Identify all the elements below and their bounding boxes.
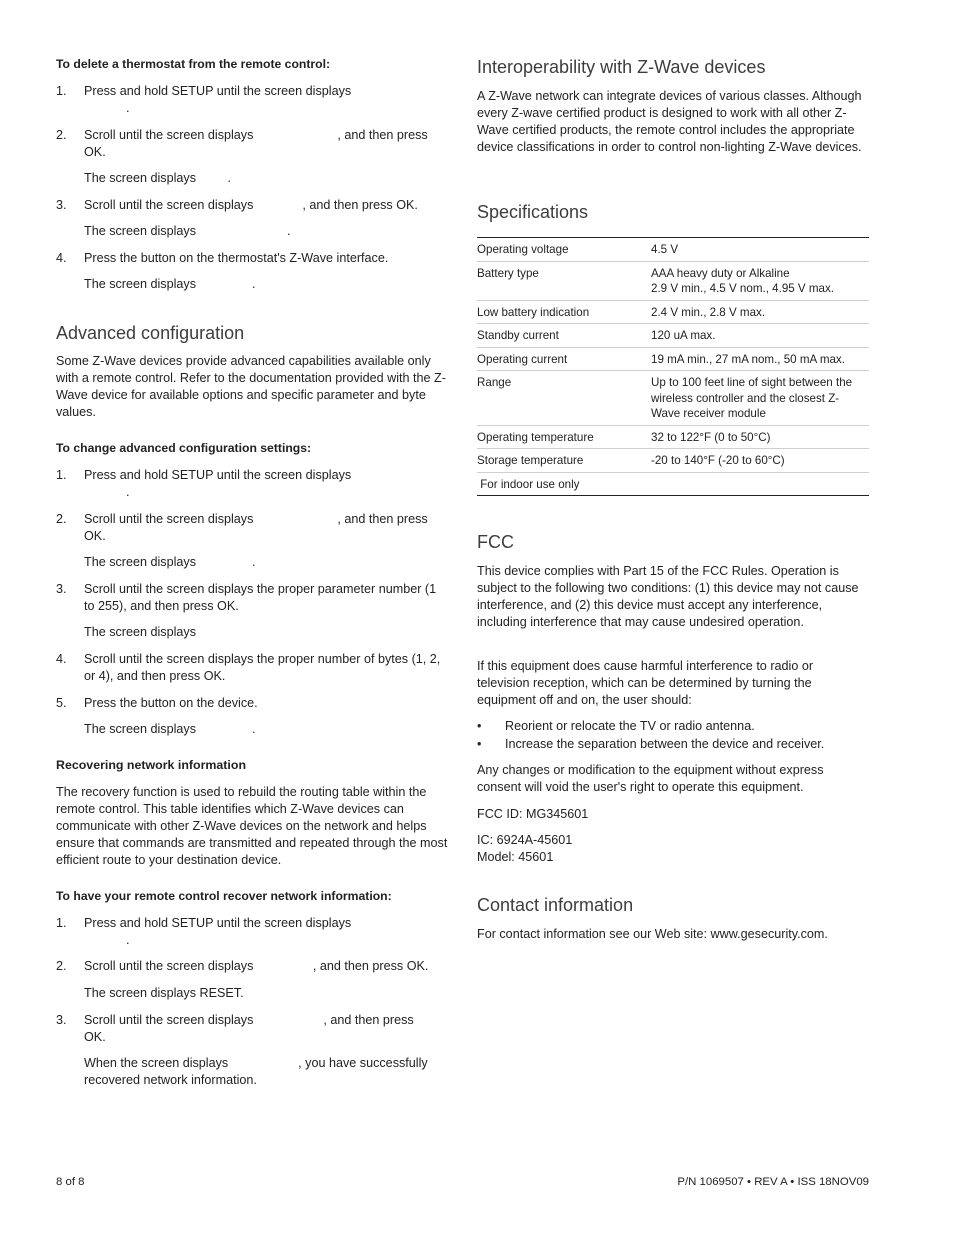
step-number: 1.: [56, 916, 67, 930]
step-continuation: .: [126, 933, 130, 947]
table-row: [477, 472, 869, 496]
recover-procedure-heading: To have your remote control recover network information:: [56, 889, 392, 903]
step-number: 3.: [56, 582, 67, 596]
fcc-title: FCC: [477, 532, 514, 552]
step-text: Scroll until the screen displays , and then press: [84, 512, 428, 526]
advanced-configuration-paragraph: Some Z-Wave devices provide advanced capabilities available only with a remote control. Refer to the documentation provided with the Z-Wave device for available options and specific parameter and byte values.: [56, 354, 446, 419]
table-row: [477, 300, 869, 324]
spec-key: Storage temperature: [477, 449, 651, 473]
recovering-network-title: Recovering network information: [56, 758, 247, 772]
spec-key: Standby current: [477, 324, 651, 348]
step-continuation: .: [126, 485, 130, 499]
table-row: [477, 238, 869, 262]
specifications-title: Specifications: [477, 202, 589, 222]
step-text: Press and hold SETUP until the screen displays: [84, 84, 352, 98]
step-note: The screen displays RESET.: [84, 986, 244, 1000]
step-note: The screen displays .: [84, 224, 291, 238]
fcc-paragraph-1: This device complies with Part 15 of the FCC Rules. Operation is subject to the following two conditions: (1) this device may not cause interference, and (2) this device must accept any interference, including interference that may cause undesired operation.: [477, 564, 859, 629]
fcc-id: FCC ID: MG345601: [477, 807, 589, 821]
delete-procedure-heading: To delete a thermostat from the remote control:: [56, 57, 331, 71]
spec-value: 120 uA max.: [651, 324, 869, 348]
table-row: [477, 261, 869, 300]
contact-information-title: Contact information: [477, 895, 634, 915]
step-continuation: OK.: [84, 1030, 106, 1044]
step-number: 2.: [56, 512, 67, 526]
step-text: Scroll until the screen displays , and then press OK.: [84, 198, 418, 212]
step-number: 1.: [56, 468, 67, 482]
step-text: Press the button on the thermostat's Z-Wave interface.: [84, 251, 389, 265]
bullet-icon: •: [477, 737, 482, 751]
recovering-network-paragraph: The recovery function is used to rebuild the routing table within the remote control. This table identifies which Z-Wave devices can communicate with other Z-Wave devices on the network and helps ensure that commands are transmitted and repeated through the most efficient route to your destination device.: [56, 785, 448, 867]
table-row: [477, 449, 869, 473]
spec-key: Battery type: [477, 261, 651, 300]
step-note: When the screen displays , you have successfully recovered network information.: [84, 1056, 432, 1087]
table-row: [477, 425, 869, 449]
fcc-paragraph-3: Any changes or modification to the equipment without express consent will void the user's right to operate this equipment.: [477, 763, 824, 794]
model-number: Model: 45601: [477, 850, 554, 864]
step-continuation: .: [126, 101, 130, 115]
spec-key: Operating current: [477, 347, 651, 371]
bullet-icon: •: [477, 719, 482, 733]
spec-value: Up to 100 feet line of sight between the wireless controller and the closest Z-Wave receiver module: [651, 371, 869, 426]
spec-value: [651, 261, 869, 300]
advanced-procedure-heading: To change advanced configuration settings:: [56, 441, 312, 455]
interoperability-title: Interoperability with Z-Wave devices: [477, 57, 766, 77]
step-note: The screen displays .: [84, 171, 231, 185]
contact-information-paragraph: For contact information see our Web site: www.gesecurity.com.: [477, 927, 828, 941]
table-row: [477, 347, 869, 371]
spec-value-line: 2.9 V min., 4.5 V nom., 4.95 V max.: [651, 282, 835, 295]
ic-number: IC: 6924A-45601: [477, 833, 573, 847]
spec-value: 4.5 V: [651, 238, 869, 262]
step-number: 3.: [56, 1013, 67, 1027]
step-number: 5.: [56, 696, 67, 710]
page-number: 8 of 8: [56, 1176, 85, 1188]
step-number: 2.: [56, 128, 67, 142]
step-note: The screen displays .: [84, 277, 256, 291]
spec-key: Low battery indication: [477, 300, 651, 324]
interoperability-paragraph: A Z-Wave network can integrate devices of various classes. Although every Z-wave certified product is designed to work with all other Z-Wave certified products, the remote control includes the appropriate device classifications in order to control non-lighting Z-Wave devices.: [477, 89, 862, 154]
step-text: Scroll until the screen displays the proper parameter number (1 to 255), and then press OK.: [84, 582, 437, 613]
spec-value: 2.4 V min., 2.8 V max.: [651, 300, 869, 324]
bullet-text: Increase the separation between the device and receiver.: [505, 737, 825, 751]
step-number: 2.: [56, 959, 67, 973]
fcc-paragraph-2: If this equipment does cause harmful interference to radio or television reception, which can be determined by turning the equipment off and on, the user should:: [477, 659, 814, 707]
step-continuation: OK.: [84, 529, 106, 543]
step-number: 3.: [56, 198, 67, 212]
spec-value: [651, 472, 869, 496]
step-note: The screen displays .: [84, 555, 256, 569]
step-note: The screen displays: [84, 625, 196, 639]
spec-value-line: AAA heavy duty or Alkaline: [651, 266, 790, 280]
step-note: The screen displays .: [84, 722, 256, 736]
step-text: Press the button on the device.: [84, 696, 258, 710]
step-text: Press and hold SETUP until the screen displays: [84, 468, 352, 482]
advanced-configuration-title: Advanced configuration: [56, 323, 245, 343]
spec-value: 32 to 122°F (0 to 50°C): [651, 425, 869, 449]
part-number: P/N 1069507 • REV A • ISS 18NOV09: [677, 1176, 869, 1188]
step-text: Scroll until the screen displays , and then press: [84, 1013, 414, 1027]
step-text: Press and hold SETUP until the screen displays: [84, 916, 352, 930]
step-number: 4.: [56, 251, 67, 265]
step-continuation: OK.: [84, 145, 106, 159]
spec-key: For indoor use only: [477, 472, 651, 496]
step-text: Scroll until the screen displays , and then press OK.: [84, 959, 429, 973]
spec-value: 19 mA min., 27 mA nom., 50 mA max.: [651, 347, 869, 371]
step-number: 4.: [56, 652, 67, 666]
table-row: [477, 324, 869, 348]
step-text: Scroll until the screen displays , and then press: [84, 128, 428, 142]
table-row: [477, 371, 869, 426]
step-number: 1.: [56, 84, 67, 98]
spec-key: Operating voltage: [477, 238, 651, 262]
spec-value: -20 to 140°F (-20 to 60°C): [651, 449, 869, 473]
bullet-text: Reorient or relocate the TV or radio antenna.: [505, 719, 755, 733]
specifications-table: [477, 237, 869, 496]
step-text: Scroll until the screen displays the proper number of bytes (1, 2, or 4), and then press OK.: [84, 652, 441, 683]
spec-key: Operating temperature: [477, 425, 651, 449]
spec-key: Range: [477, 371, 651, 426]
